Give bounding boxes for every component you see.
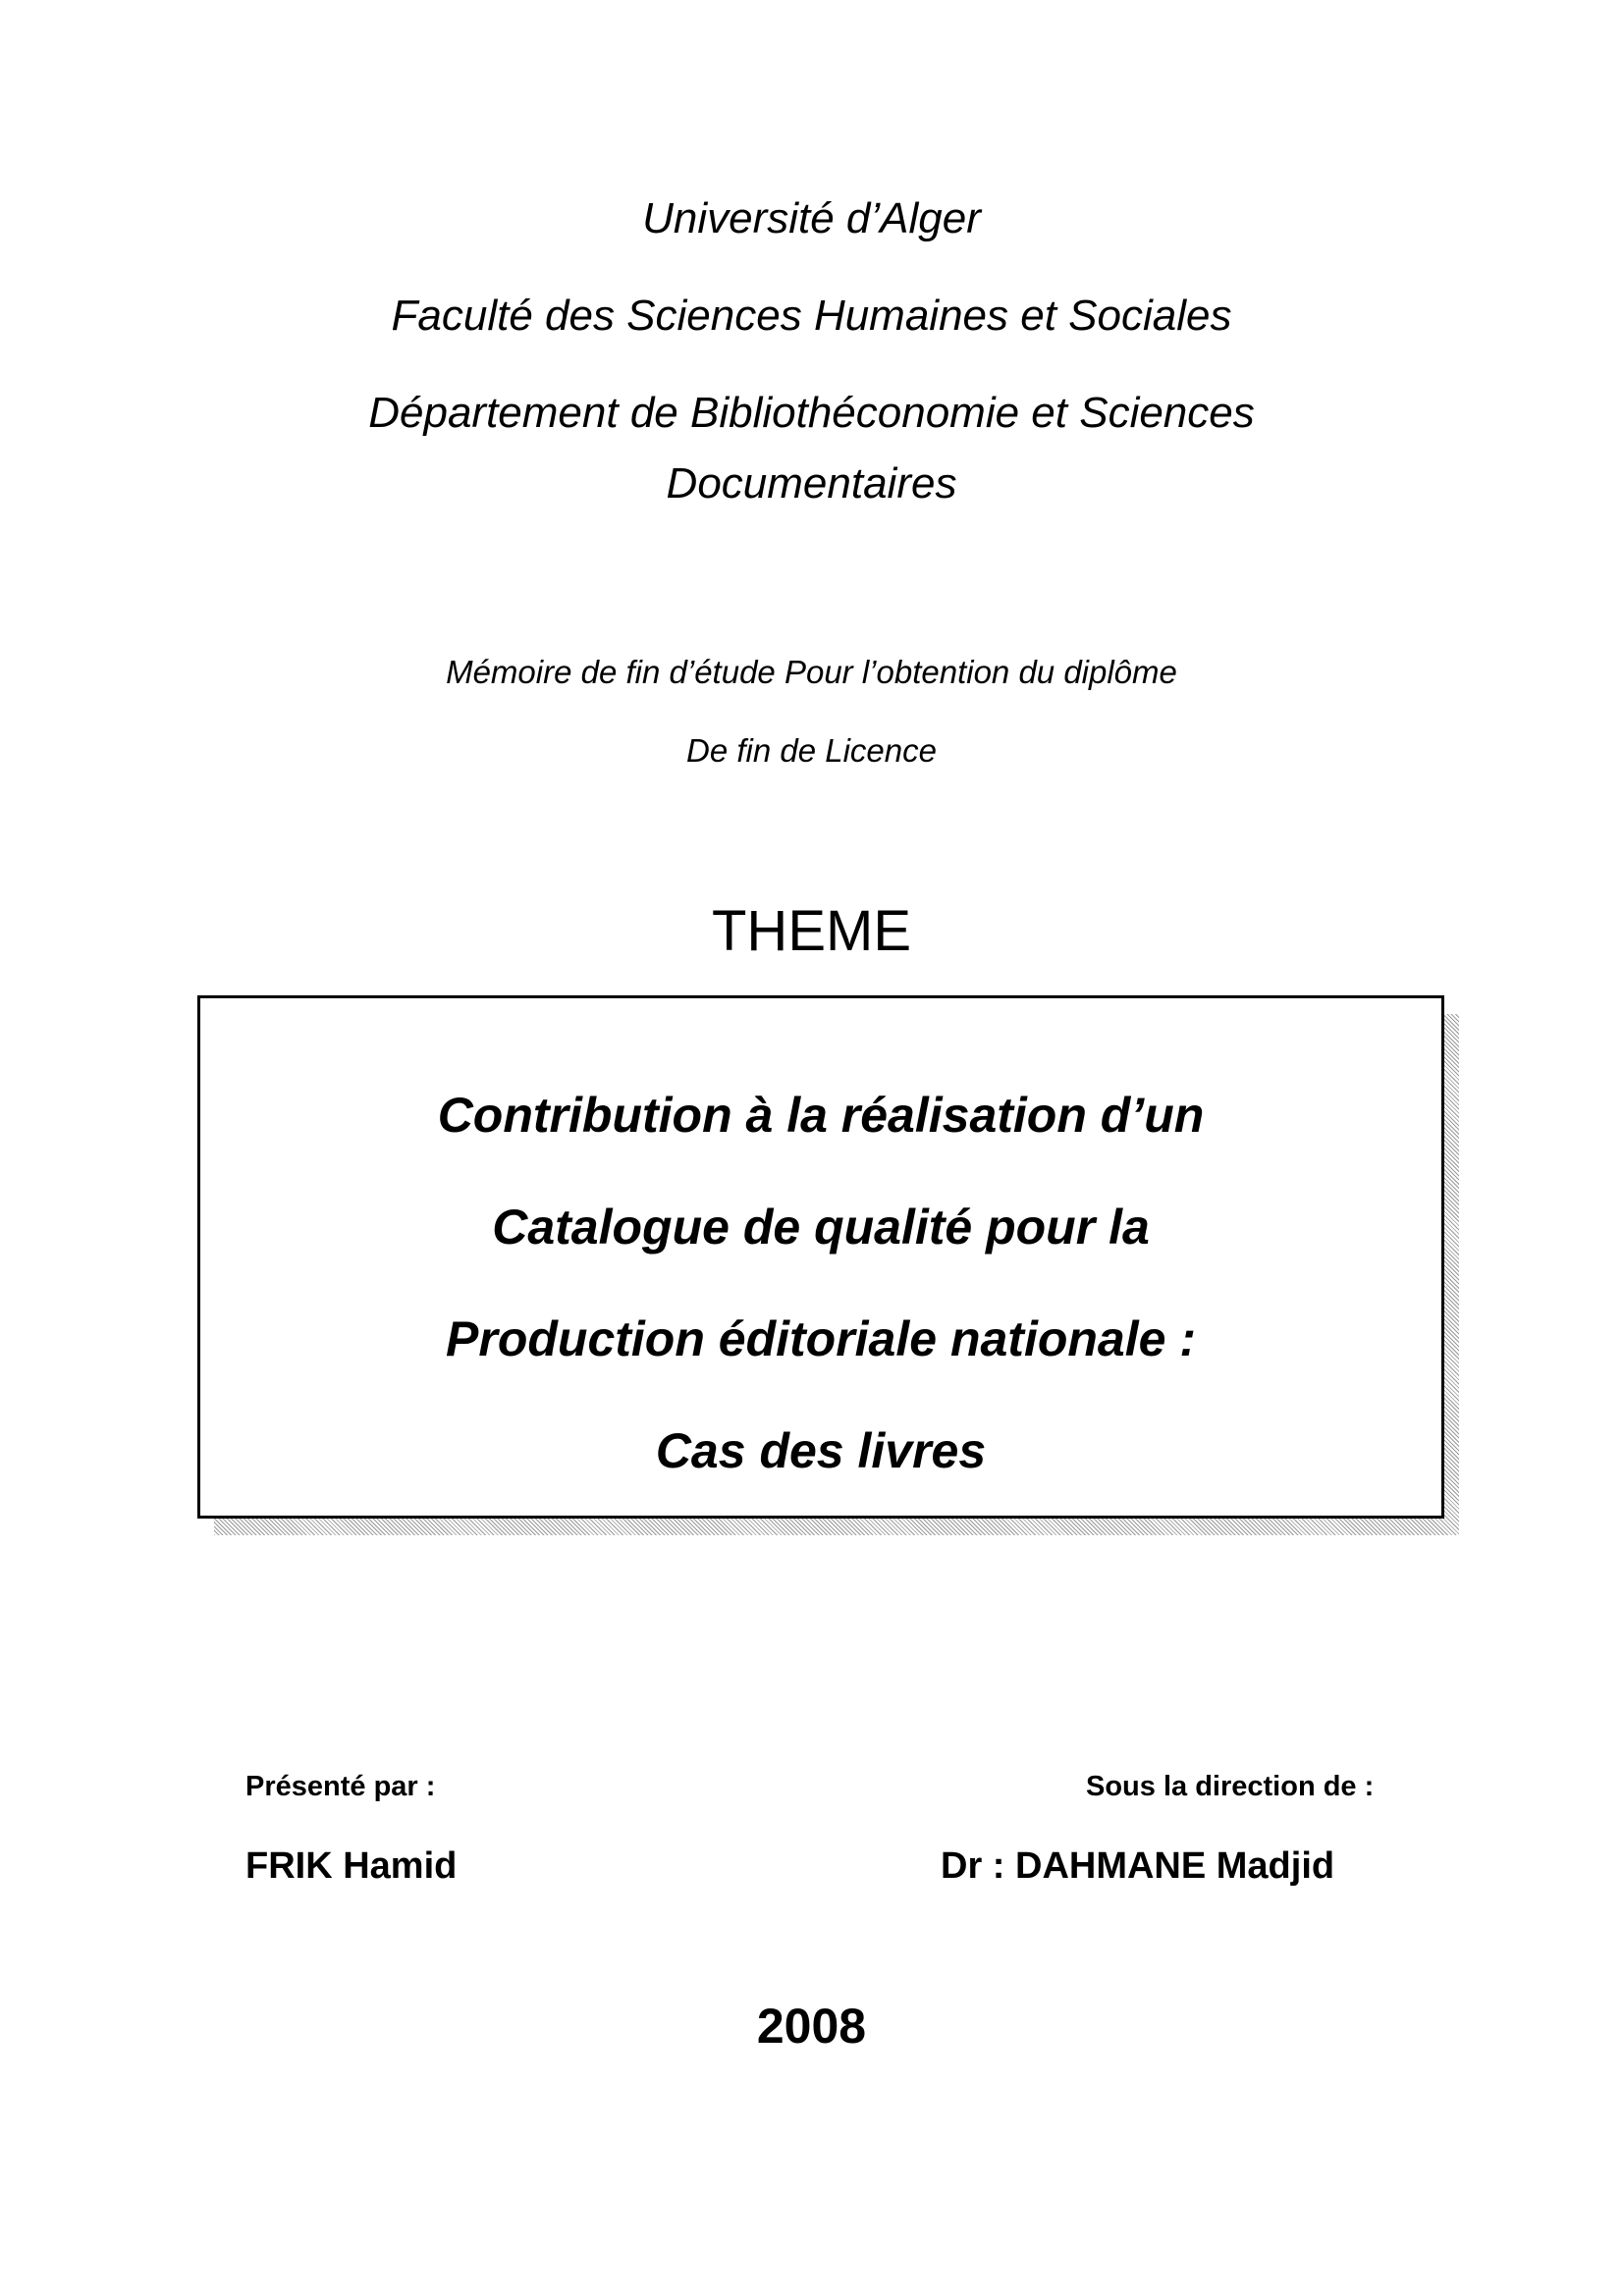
student-name: FRIK Hamid: [245, 1845, 458, 1887]
theme-title-line4: Cas des livres: [655, 1423, 987, 1478]
year: 2008: [756, 1999, 867, 2054]
supervised-by-label: Sous la direction de :: [1086, 1771, 1375, 1802]
university-name: Université d’Alger: [642, 194, 981, 242]
theme-title-line2: Catalogue de qualité pour la: [492, 1200, 1150, 1255]
memoire-description-line2: De fin de Licence: [686, 732, 937, 769]
theme-title-box: [197, 995, 1444, 1519]
department-name-line1: Département de Bibliothéconomie et Sciences: [368, 389, 1255, 437]
presented-by-label: Présenté par :: [245, 1771, 436, 1802]
faculty-name: Faculté des Sciences Humaines et Sociales: [391, 292, 1232, 340]
theme-heading: THEME: [712, 899, 911, 963]
supervisor-name: Dr : DAHMANE Madjid: [941, 1845, 1335, 1887]
department-name-line2: Documentaires: [666, 459, 957, 507]
theme-title-line3: Production éditoriale nationale :: [446, 1311, 1196, 1366]
theme-title-line1: Contribution à la réalisation d’un: [437, 1088, 1205, 1143]
memoire-description-line1: Mémoire de fin d’étude Pour l’obtention du diplôme: [446, 654, 1177, 690]
